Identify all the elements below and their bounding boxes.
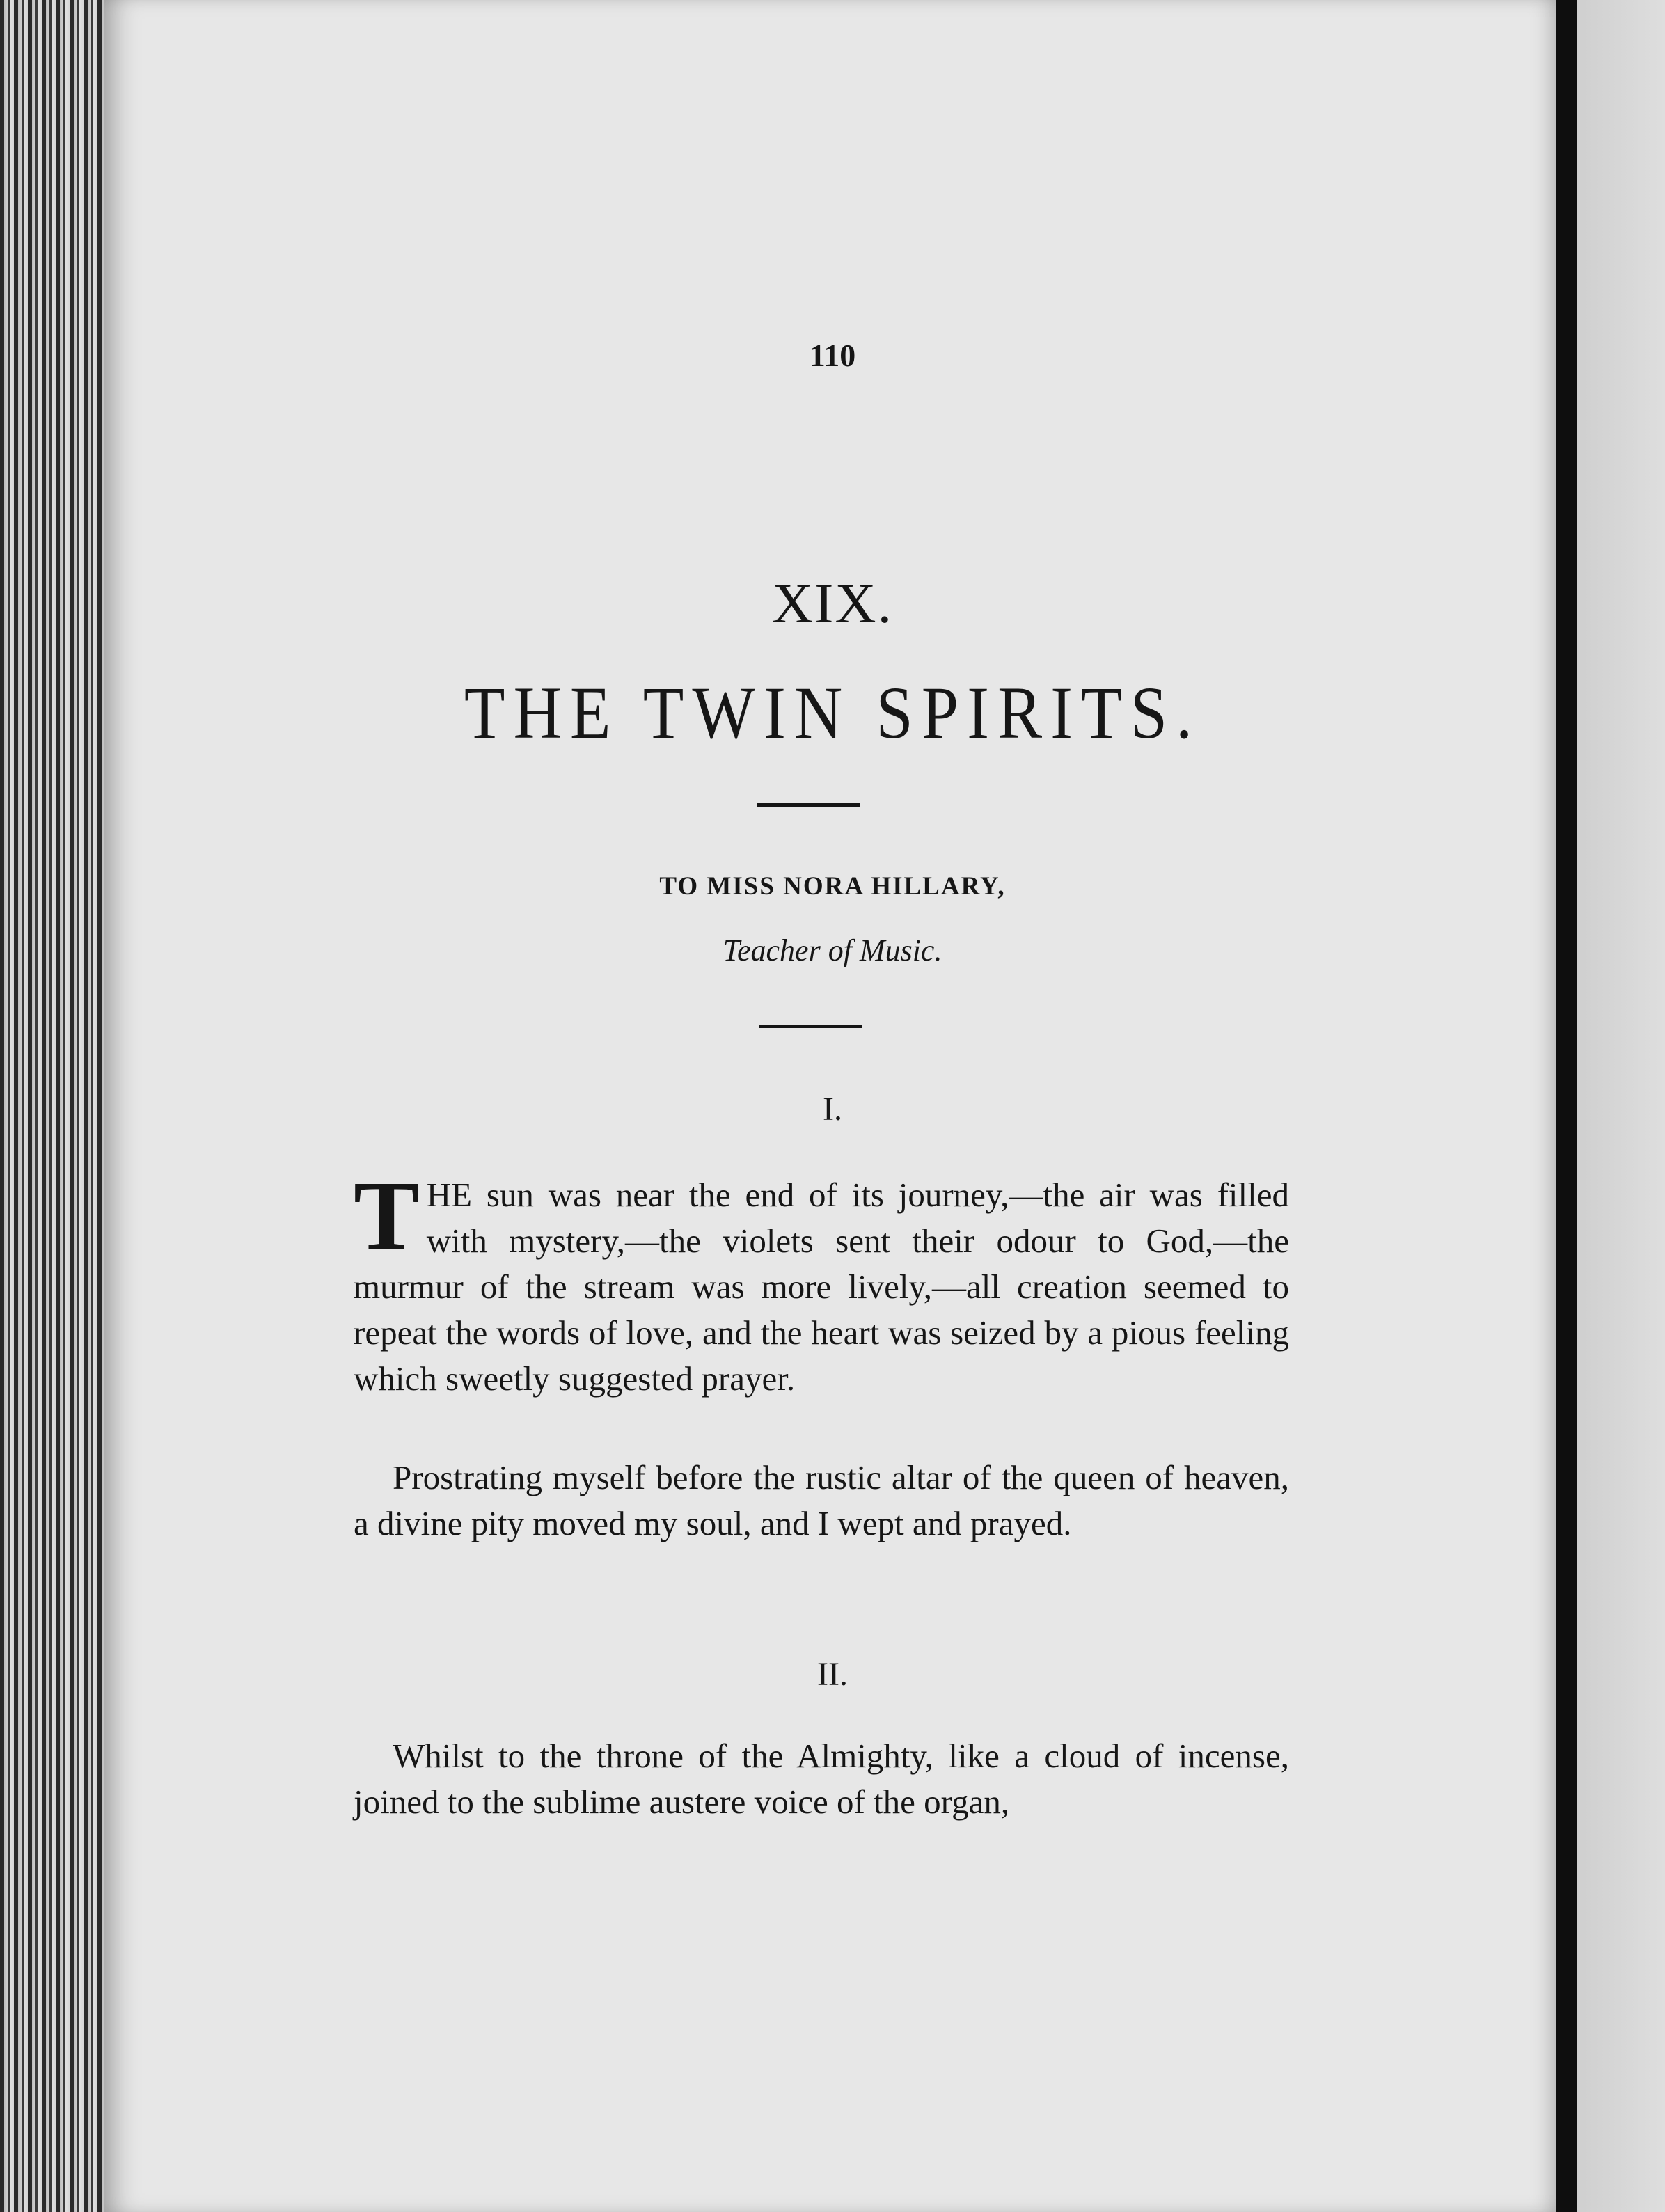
dedication-role: Teacher of Music. <box>723 933 942 967</box>
paragraph-1-text: HE sun was near the end of its journey,—the air was filled with mystery,—the violets sent their odour to God,—the murmur of the stream was more lively,—all creation seemed to repeat the words of love, and the heart was seized by a pious feeling which sweetly suggested prayer. <box>354 1176 1289 1398</box>
drop-cap: T <box>354 1160 420 1270</box>
paragraph-1 <box>354 1160 1289 1402</box>
paragraph-3: Whilst to the throne of the Almighty, like a cloud of incense, joined to the sublime austere voice of the organ, <box>354 1737 1289 1821</box>
chapter-number: XIX. <box>771 571 894 635</box>
section-numeral-2: II. <box>817 1656 848 1693</box>
dedication-recipient: TO MISS NORA HILLARY, <box>659 872 1006 901</box>
paragraph-2: Prostrating myself before the rustic altar of the queen of heaven, a divine pity moved my soul, and I wept and prayed. <box>354 1458 1289 1542</box>
section-numeral-1: I. <box>823 1091 842 1128</box>
page-number: 110 <box>809 338 856 373</box>
chapter-title: THE TWIN SPIRITS. <box>464 670 1201 755</box>
dedication-divider <box>759 1025 862 1028</box>
title-divider <box>757 803 860 807</box>
